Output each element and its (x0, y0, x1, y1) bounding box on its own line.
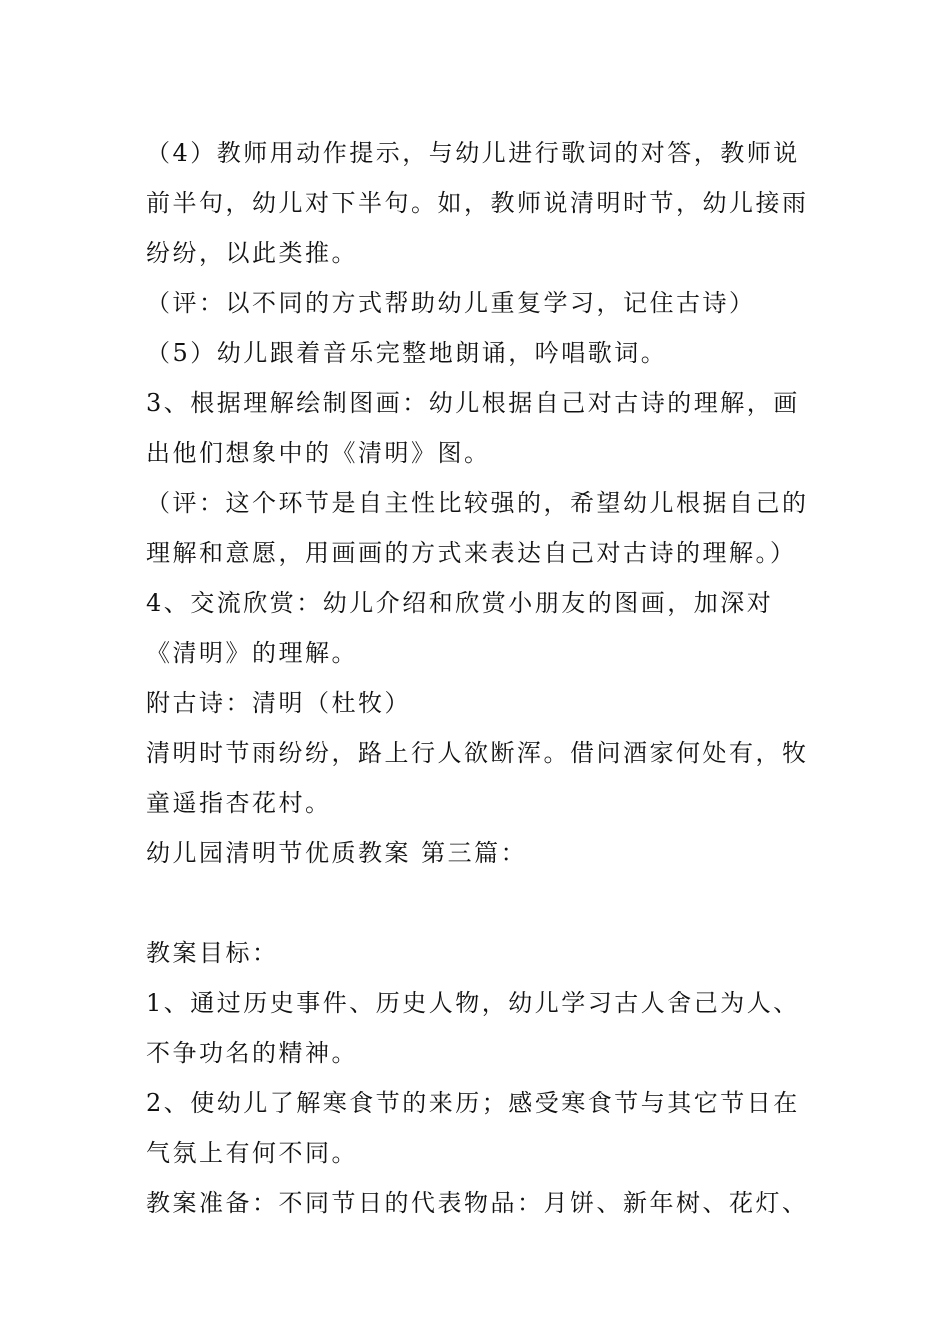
paragraph-step-5: （5）幼儿跟着音乐完整地朗诵，吟唱歌词。 (146, 339, 668, 367)
paragraph-comment-1: （评：以不同的方式帮助幼儿重复学习，记住古诗） (146, 289, 756, 317)
paragraph-section-4: 4、交流欣赏：幼儿介绍和欣赏小朋友的图画，加深对《清明》的理解。 (146, 589, 774, 667)
paragraph-step-4: （4）教师用动作提示，与幼儿进行歌词的对答，教师说前半句，幼儿对下半句。如，教师说清明时节，幼儿接雨纷纷，以此类推。 (146, 139, 809, 267)
paragraph-goal-2: 2、使幼儿了解寒食节的来历；感受寒食节与其它节日在气氛上有何不同。 (146, 1089, 800, 1167)
paragraph-comment-2: （评：这个环节是自主性比较强的，希望幼儿根据自己的理解和意愿，用画画的方式来表达自己对古诗的理解。） (146, 489, 809, 567)
paragraph-poem-text: 清明时节雨纷纷，路上行人欲断浑。借问酒家何处有，牧童遥指杏花村。 (146, 739, 809, 817)
paragraph-chapter-heading: 幼儿园清明节优质教案 第三篇： (146, 839, 528, 867)
paragraph-preparation: 教案准备：不同节日的代表物品：月饼、新年树、花灯、 (146, 1189, 809, 1217)
document-body (146, 128, 810, 1228)
blank-line (146, 878, 810, 928)
paragraph-section-3: 3、根据理解绘制图画：幼儿根据自己对古诗的理解，画出他们想象中的《清明》图。 (146, 389, 800, 467)
paragraph-goal-1: 1、通过历史事件、历史人物，幼儿学习古人舍己为人、不争功名的精神。 (146, 989, 800, 1067)
paragraph-poem-title: 附古诗：清明（杜牧） (146, 689, 411, 717)
paragraph-goals-heading: 教案目标： (146, 939, 279, 967)
